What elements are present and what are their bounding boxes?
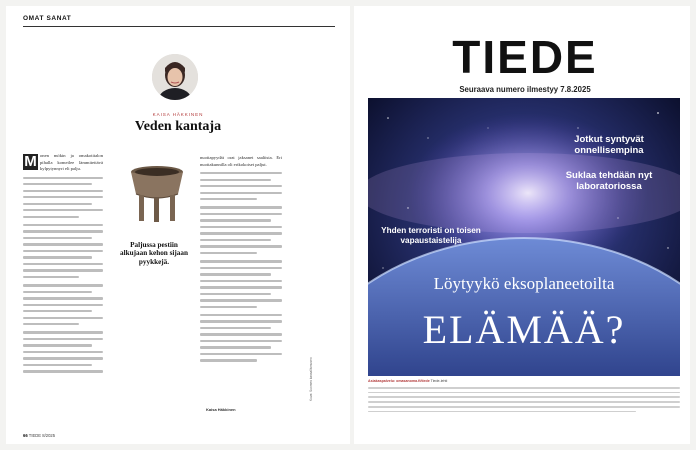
author-signature <box>206 407 286 412</box>
teaser-chocolate: Suklaa tehdään nyt laboratoriossa <box>565 170 653 192</box>
credits-text-line <box>368 392 680 394</box>
credits-text-line <box>368 387 680 389</box>
body-text-line <box>23 243 103 245</box>
body-text-line <box>200 213 282 215</box>
body-text-line <box>23 364 92 366</box>
body-text-line <box>200 179 271 181</box>
author-byline: KAISA HÄKKINEN <box>152 112 204 117</box>
body-text-line <box>23 351 103 353</box>
body-text-line <box>23 269 103 271</box>
body-text-line <box>23 203 92 205</box>
next-issue-date: Seuraava numero ilmestyy 7.8.2025 <box>459 85 591 94</box>
masthead: TIEDE <box>452 31 598 83</box>
body-text-line <box>23 237 92 239</box>
body-text-line <box>200 192 282 194</box>
body-text-line <box>200 293 271 295</box>
body-text-line <box>200 327 271 329</box>
page-footer <box>23 433 55 438</box>
credits-text-line <box>368 396 680 398</box>
body-text-line <box>23 263 103 265</box>
body-column-1 <box>23 153 103 377</box>
body-text-line <box>200 198 257 200</box>
article-headline: Veden kantaja <box>134 119 222 134</box>
body-text-line <box>200 172 282 174</box>
cover-headline-big: ELÄMÄÄ? <box>422 307 626 352</box>
body-text-line <box>23 209 103 211</box>
body-text-line <box>23 216 79 218</box>
body-text-line <box>23 284 103 286</box>
section-label: OMAT SANAT <box>23 15 72 22</box>
photo-caption: Paljussa pestiin alkujaan kehon sijaan pyykkejä. <box>120 241 188 266</box>
signature-name: Kaisa Häkkinen <box>206 407 236 412</box>
credits-note: Tiede-lehti <box>430 379 448 383</box>
right-page <box>354 6 690 444</box>
body-paragraph: onen mökin ja omakotitalon pihalla komeilee lämmitettävä kylpytynnyri eli palju. <box>40 153 103 171</box>
page-number: 66 <box>23 433 28 438</box>
body-text-line <box>200 353 282 355</box>
customer-service-label: Asiakaspalvelu: omasanoma.fi/tiede <box>368 379 430 383</box>
tub-illustration <box>126 162 188 224</box>
photo-credit: Kuva: Suomen kansallismuseo <box>309 357 313 401</box>
body-text-line <box>200 333 282 335</box>
body-text-line <box>23 250 103 252</box>
credits-text-line <box>368 401 680 403</box>
section-rule <box>23 26 335 27</box>
body-text-line <box>200 314 282 316</box>
body-text-line <box>23 224 103 226</box>
body-text-line <box>23 310 92 312</box>
body-text-line <box>200 346 271 348</box>
body-text-line <box>200 206 282 208</box>
magazine-issue: TIEDE 8/2025 <box>28 433 56 438</box>
body-text-line <box>200 226 282 228</box>
cover-image <box>368 98 680 376</box>
body-text-line <box>200 219 271 221</box>
body-text-line <box>200 239 271 241</box>
body-text-line <box>23 190 103 192</box>
body-text-line <box>23 338 103 340</box>
dropcap: M <box>24 153 37 170</box>
body-text-line <box>200 359 257 361</box>
left-page <box>6 6 350 444</box>
teaser-terrorist: Yhden terroristi on toisen vapaustaistelija <box>381 226 481 245</box>
credits-text-line <box>368 406 680 408</box>
body-text-line <box>200 286 282 288</box>
portrait-image <box>152 54 198 100</box>
body-text-line <box>23 331 103 333</box>
body-text-line <box>23 183 92 185</box>
body-text-line <box>23 230 103 232</box>
body-text-line <box>200 260 282 262</box>
body-text-line <box>200 273 271 275</box>
body-text-line <box>23 323 79 325</box>
body-text-line <box>23 304 103 306</box>
body-text-line <box>200 306 257 308</box>
body-text-line <box>200 185 282 187</box>
credits-text-line <box>368 411 636 413</box>
body-text-line <box>200 232 282 234</box>
body-text-line <box>23 276 79 278</box>
body-text-line <box>200 280 282 282</box>
body-text-line <box>23 370 103 372</box>
body-text-line <box>200 340 282 342</box>
body-text-line <box>200 320 282 322</box>
teaser-happiness: Jotkut syntyvät onnellisempina <box>574 134 644 156</box>
body-text-line <box>23 256 92 258</box>
body-text-line <box>200 252 257 254</box>
body-text-line <box>23 344 92 346</box>
body-text-line <box>23 177 103 179</box>
body-column-3 <box>200 155 282 366</box>
body-text-line <box>200 267 282 269</box>
body-text-line <box>23 291 92 293</box>
cover-headline: Löytyykö eksoplaneetoilta <box>433 274 615 293</box>
imprint-credits <box>368 379 680 416</box>
body-text-line <box>200 299 282 301</box>
body-text-line <box>23 196 103 198</box>
author-portrait <box>152 54 198 100</box>
body-text-line <box>23 317 103 319</box>
body-text-line <box>23 297 103 299</box>
body-text-line <box>200 245 282 247</box>
wooden-tub-photo <box>126 162 188 224</box>
body-text-line <box>23 357 103 359</box>
body-paragraph: nuottapyydät orat jaksanet saaliista. Eri nuottakunnilla oli erikokoiset paljut. <box>200 155 282 167</box>
